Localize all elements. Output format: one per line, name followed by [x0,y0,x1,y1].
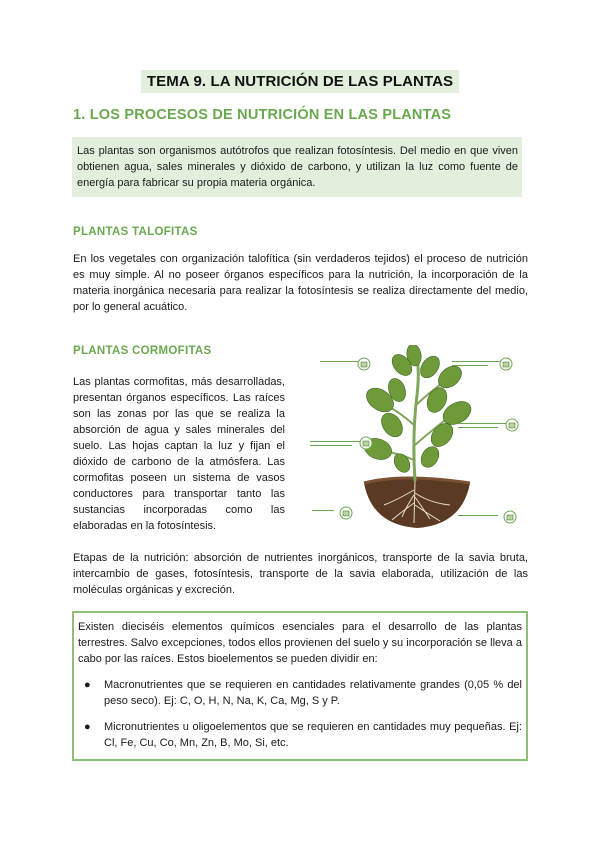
intro-text: Las plantas son organismos autótrofos que realizan fotosíntesis. Del medio en que viven obtienen agua, sales minerales y dióxido de carbono, y utilizan la luz como fuente de energía para fabricar su propia materia orgánica. [77,145,518,189]
cormofitas-heading: PLANTAS CORMOFITAS [73,345,212,357]
talofitas-paragraph: En los vegetales con organización talofítica (sin verdaderos tejidos) el proceso de nutrición es muy simple. Al no poseer órganos específicos para la nutrición, la incorporación de la materia inorgánica necesaria para realizar la fotosíntesis se realiza directamente del medio, por lo general acuático. [73,253,528,313]
cormofitas-paragraph: Las plantas cormofitas, más desarrolladas, presentan órganos específicos. Las raíces son las zonas por las que se realiza la absorción de agua y sales minerales del suelo. Las hojas captan la luz y fijan el dióxido de carbono de la atmósfera. Las cormofitas poseen un sistema de vasos conductores para transportar tanto las sustancias incorporadas como las elaboradas en la fotosíntesis. [73,376,285,532]
bullet-icon: ● [84,679,91,691]
plant-illustration [302,345,530,530]
title-wrapper [0,70,600,93]
intro-highlight-box [72,137,522,197]
page-title: TEMA 9. LA NUTRICIÓN DE LAS PLANTAS [141,70,459,93]
micronutrients-text: Micronutrientes u oligoelementos que se requieren en cantidades muy pequeñas. Ej: Cl, Fe, Cu, Co, Mn, Zn, B, Mo, Si, etc. [104,721,522,749]
elements-intro-text: Existen dieciséis elementos químicos esenciales para el desarrollo de las plantas terrestres. Salvo excepciones, todos ellos provienen del suelo y su incorporación se lleva a cabo por las raíces. Estos bioelementos se pueden dividir en: [78,621,522,665]
nutrient-list [78,677,522,751]
talofitas-heading: PLANTAS TALOFITAS [73,226,198,238]
macronutrients-text: Macronutrientes que se requieren en cantidades relativamente grandes (0,05 % del peso seco). Ej: C, O, H, N, Na, K, Ca, Mg, S y P. [104,679,522,707]
etapas-paragraph: Etapas de la nutrición: absorción de nutrientes inorgánicos, transporte de la savia bruta, intercambio de gases, fotosíntesis, transporte de la savia elaborada, utilización de las moléculas orgánicas y excreción. [73,552,528,596]
section-heading: 1. LOS PROCESOS DE NUTRICIÓN EN LAS PLANTAS [73,107,452,123]
bullet-icon: ● [84,721,91,733]
elements-bordered-box [72,611,528,761]
list-item [84,719,522,751]
list-item [84,677,522,709]
